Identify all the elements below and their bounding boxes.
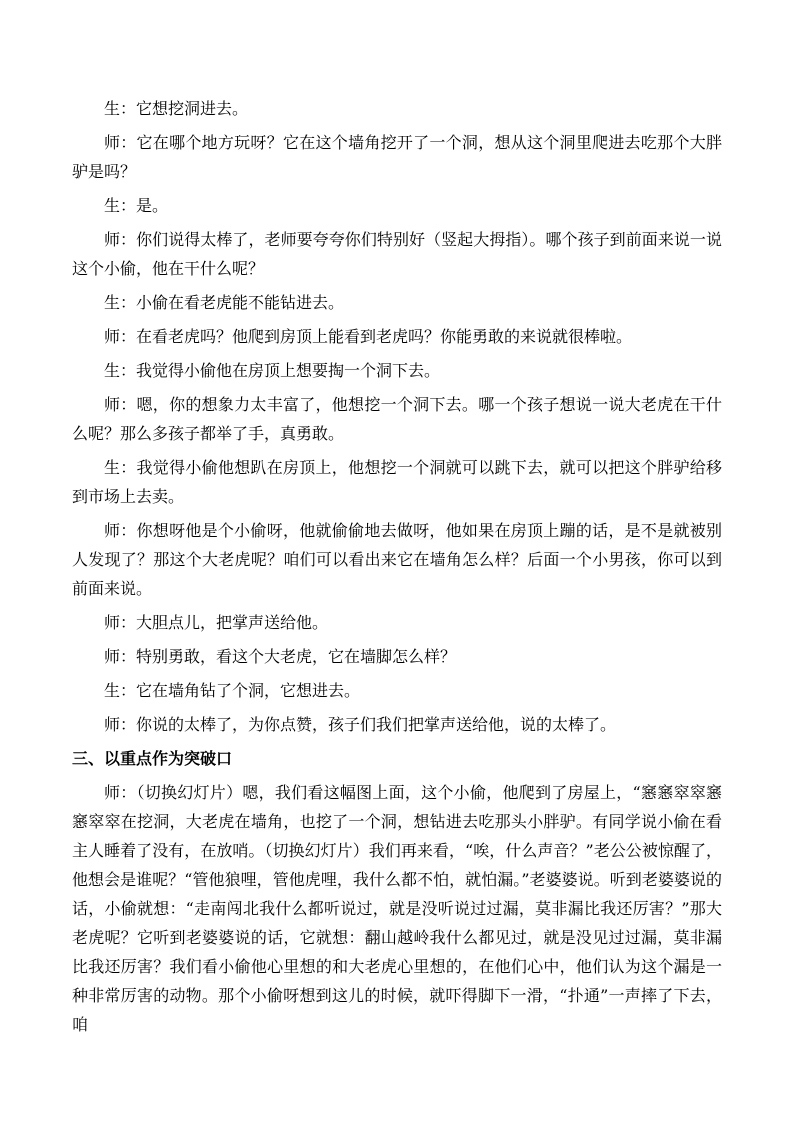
dialogue-line: 师：大胆点儿，把掌声送给他。 [104, 613, 329, 632]
dialogue-line: 师：特别勇敢，看这个大老虎，它在墙脚怎么样？ [104, 647, 457, 666]
dialogue-line: 师：它在哪个地方玩呀？它在这个墙角挖开了一个洞，想从这个洞里爬进去吃那个大胖驴是吗？ [72, 133, 722, 181]
dialogue-line: 生：它想挖洞进去。 [104, 99, 249, 118]
dialogue-line: 生：它在墙角钻了个洞，它想进去。 [104, 681, 361, 700]
dialogue-line: 生：我觉得小偷他在房顶上想要掏一个洞下去。 [104, 361, 441, 380]
dialogue-line: 生：我觉得小偷他想趴在房顶上，他想挖一个洞就可以跳下去，就可以把这个胖驴给移到市场上去卖。 [72, 458, 722, 506]
dialogue-line: 生：小偷在看老虎能不能钻进去。 [104, 293, 345, 312]
body-paragraph: 师：（切换幻灯片）嗯，我们看这幅图上面，这个小偷，他爬到了房屋上，“窸窸窣窣窸窸窣窣在挖洞，大老虎在墙角，也挖了一个洞，想钻进去吃那头小胖驴。有同学说小偷在看主人睡着了没有，在放哨。（切换幻灯片）我们再来看，“唉，什么声音？”老公公被惊醒了，他想会是谁呢？“管他狼哩，管他虎哩，我什么都不怕，就怕漏。”老婆婆说。听到老婆婆说的话，小偷就想：“走南闯北我什么都听说过，就是没听说过过漏，莫非漏比我还厉害？”那大老虎呢？它听到老婆婆说的话，它就想：翻山越岭我什么都见过，就是没见过过漏，莫非漏比我还厉害？我们看小偷他心里想的和大老虎心里想的，在他们心中，他们认为这个漏是一种非常厉害的动物。那个小偷呀想到这儿的时候，就吓得脚下一滑，“扑通”一声摔了下去，咱 [72, 783, 722, 1034]
document-page [72, 94, 722, 1044]
dialogue-line: 师：你们说得太棒了，老师要夸夸你们特别好（竖起大拇指）。哪个孩子到前面来说一说这个小偷，他在干什么呢？ [72, 230, 722, 278]
dialogue-line: 师：你想呀他是个小偷呀，他就偷偷地去做呀，他如果在房顶上蹦的话，是不是就被别人发现了？那这个大老虎呢？咱们可以看出来它在墙角怎么样？后面一个小男孩，你可以到前面来说。 [72, 521, 722, 598]
section-heading: 三、以重点作为突破口 [72, 749, 233, 768]
dialogue-line: 师：你说的太棒了，为你点赞，孩子们我们把掌声送给他，说的太棒了。 [104, 715, 617, 734]
dialogue-line: 师：在看老虎吗？他爬到房顶上能看到老虎吗？你能勇敢的来说就很棒啦。 [104, 327, 633, 346]
dialogue-line: 生：是。 [104, 196, 169, 215]
dialogue-line: 师：嗯，你的想象力太丰富了，他想挖一个洞下去。哪一个孩子想说一说大老虎在干什么呢？那么多孩子都举了手，真勇敢。 [72, 395, 722, 443]
